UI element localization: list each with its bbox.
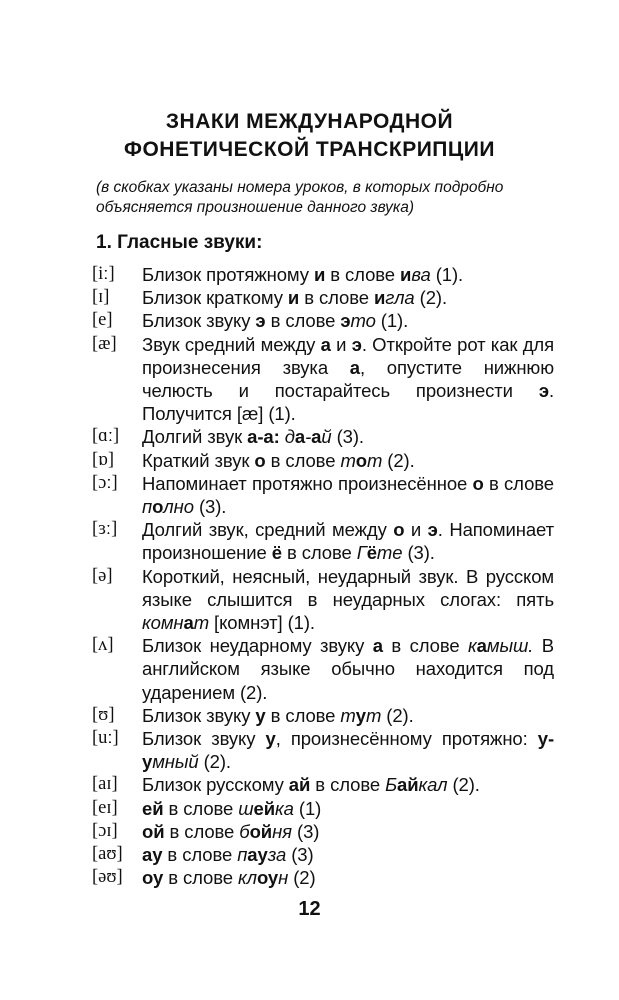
description-run: Краткий звук [142, 449, 255, 471]
description-run: а [372, 635, 383, 657]
description-run: оу [256, 867, 279, 889]
vowel-list [92, 263, 554, 889]
ipa-symbol: [ɜː] [92, 519, 118, 540]
intro-note: (в скобках указаны номера уроков, в которых подробно объясняется произношение данного звука) [96, 179, 504, 216]
vowel-entry [92, 773, 554, 796]
description-run: Близок краткому [142, 287, 288, 309]
description-run: Близок неударному звуку [142, 635, 373, 657]
description-run: (2). [447, 774, 480, 796]
description-run: э [427, 519, 438, 541]
description-run: . Получится [æ] (1). [142, 380, 554, 425]
description-run: в слове [382, 635, 469, 657]
vowel-entry [92, 866, 554, 889]
vowel-entry [92, 449, 554, 472]
description-run: ш [238, 797, 254, 819]
ipa-symbol: [ɔː] [92, 472, 118, 493]
description-run: в слове [265, 704, 341, 726]
description-run: В английском языке обычно находится под ударением (2). [142, 635, 554, 703]
section-heading: 1. Гласные звуки: [96, 232, 263, 253]
vowel-description [142, 797, 554, 820]
description-run: - [305, 426, 312, 448]
vowel-description [142, 866, 554, 889]
description-run: комн [142, 612, 184, 634]
vowel-entry [92, 704, 554, 727]
description-run: Г [356, 542, 367, 564]
description-run: э [255, 310, 266, 332]
description-run: у [255, 704, 266, 726]
vowel-entry [92, 472, 554, 518]
description-run: в слове [281, 542, 357, 564]
description-run: и [330, 333, 352, 355]
vowel-entry [92, 425, 554, 448]
ipa-symbol: [ə] [92, 565, 113, 586]
description-run: ей [253, 797, 276, 819]
vowel-description [142, 472, 554, 518]
description-run: Близок звуку [142, 728, 266, 750]
description-run: т [340, 704, 356, 726]
description-run: то [350, 310, 376, 332]
description-run: к [468, 635, 477, 657]
description-run: кал [418, 774, 448, 796]
description-run: Близок русскому [142, 774, 289, 796]
description-run: в слове [310, 774, 386, 796]
vowel-entry [92, 634, 554, 704]
description-run: ай [288, 774, 311, 796]
description-run: о [152, 496, 164, 518]
vowel-description [142, 425, 554, 448]
vowel-entry [92, 263, 554, 286]
ipa-symbol: [aʊ] [92, 844, 123, 865]
ipa-symbol: [ʌ] [92, 635, 114, 656]
vowel-entry [92, 333, 554, 426]
description-run: о [254, 449, 266, 471]
vowel-description [142, 449, 554, 472]
description-run: а [476, 635, 487, 657]
vowel-entry [92, 309, 554, 332]
description-run: а [183, 612, 194, 634]
description-run: ой [249, 820, 273, 842]
description-run: в слове [162, 844, 238, 866]
vowel-description [142, 843, 554, 866]
description-run: ау [142, 844, 163, 866]
description-run: кл [237, 867, 257, 889]
vowel-description [142, 286, 554, 309]
description-run: о [472, 472, 484, 494]
description-run: Звук средний между [142, 333, 321, 355]
description-run: т [340, 449, 356, 471]
description-run: ай [397, 774, 419, 796]
vowel-description [142, 565, 554, 635]
description-run: а-а: [247, 426, 280, 448]
description-run: (1). [430, 264, 469, 285]
ipa-symbol: [uː] [92, 728, 119, 749]
description-run: в слове [325, 264, 401, 285]
ipa-symbol: [aɪ] [92, 774, 118, 795]
description-run: у-у [142, 728, 554, 773]
description-run: те [376, 542, 403, 564]
description-run: т [365, 704, 382, 726]
ipa-symbol: [ɒ] [92, 449, 114, 470]
description-run: Близок звуку [142, 704, 256, 726]
description-run: й [321, 426, 332, 448]
ipa-symbol: [e] [92, 310, 113, 331]
description-run: мыш. [486, 635, 534, 657]
description-run: а [294, 426, 306, 448]
description-run: в слове [164, 820, 240, 842]
description-run: ва [411, 264, 431, 285]
page-title-line-2: ФОНЕТИЧЕСКОЙ ТРАНСКРИПЦИИ [124, 138, 495, 161]
description-run: ка [275, 797, 294, 819]
ipa-symbol: [ɪ] [92, 287, 110, 308]
vowel-entry [92, 843, 554, 866]
description-run: лно [163, 496, 194, 518]
ipa-symbol: [ɔɪ] [92, 820, 118, 841]
description-run: б [239, 820, 250, 842]
description-run: (2). [414, 287, 448, 309]
description-run: . Откройте рот как для произнесения звука [142, 333, 554, 378]
description-run: (1) [293, 797, 322, 819]
ipa-symbol: [ʊ] [92, 704, 115, 725]
vowel-entry [92, 286, 554, 309]
description-run: в слове [163, 797, 239, 819]
description-run: в слове [483, 472, 554, 494]
description-run: Короткий, неясный, неударный звук. В русском языке слышится в неударных слогах: пять [142, 565, 554, 610]
description-run: Б [385, 774, 398, 796]
page-number: 12 [298, 898, 321, 920]
description-run: ей [142, 797, 164, 819]
description-run: и [313, 264, 326, 285]
vowel-entry [92, 797, 554, 820]
ipa-symbol: [æ] [92, 333, 117, 354]
description-run: в слове [265, 310, 341, 332]
description-run: ой [142, 820, 165, 842]
description-run: за [267, 844, 287, 866]
page-title-line-1: ЗНАКИ МЕЖДУНАРОДНОЙ [165, 110, 454, 133]
description-run: э [340, 310, 351, 332]
description-run: а [349, 356, 360, 378]
description-run: , опустите нижнюю челюсть и постарайтесь произнести [142, 356, 554, 402]
description-run: гла [385, 287, 415, 309]
ipa-symbol: [eɪ] [92, 797, 118, 818]
description-run: и [400, 264, 412, 285]
vowel-description [142, 263, 554, 286]
ipa-symbol: [əʊ] [92, 867, 123, 888]
vowel-description [142, 634, 554, 704]
vowel-entry [92, 820, 554, 843]
vowel-description [142, 727, 554, 773]
description-run: о [393, 519, 405, 541]
description-run: Долгий звук, средний между [142, 519, 394, 541]
description-run: Долгий звук [142, 426, 248, 448]
vowel-entry [92, 518, 554, 564]
description-run: т [193, 612, 210, 634]
vowel-description [142, 518, 554, 564]
description-run: ё [271, 542, 282, 564]
description-run: (2) [288, 867, 316, 889]
description-run: Напоминает протяжно произнесённое [142, 472, 473, 494]
description-run: , произнесённому протяжно: [275, 728, 538, 750]
vowel-description [142, 333, 554, 426]
vowel-description [142, 309, 554, 332]
description-run: т [366, 449, 383, 471]
description-run: и [404, 519, 428, 541]
vowel-entry [92, 565, 554, 635]
description-run: (3). [402, 542, 435, 564]
description-run: оу [142, 867, 164, 889]
description-run: (2). [381, 704, 414, 726]
description-run: Близок протяжному [142, 264, 314, 285]
description-run: о [355, 449, 367, 471]
description-run: (3). [331, 426, 364, 448]
description-run: а [320, 333, 331, 355]
description-run: в слове [265, 449, 341, 471]
description-run: э [538, 380, 549, 402]
description-run: (2). [198, 751, 231, 773]
description-run: (3) [286, 844, 314, 866]
description-run: . Напоминает произношение [142, 519, 554, 564]
description-run: ня [272, 820, 292, 842]
description-run: у [355, 704, 366, 726]
description-run: д [284, 426, 295, 448]
description-run: п [142, 496, 153, 518]
ipa-symbol: [iː] [92, 264, 115, 284]
description-run: (2). [382, 449, 415, 471]
description-run: э [351, 333, 362, 355]
ipa-symbol: [ɑː] [92, 426, 120, 447]
description-run: и [374, 287, 386, 309]
description-run: ау [247, 844, 268, 866]
vowel-description [142, 704, 554, 727]
description-run: п [237, 844, 248, 866]
description-run: в слове [163, 867, 238, 889]
vowel-description [142, 820, 554, 843]
vowel-entry [92, 727, 554, 773]
description-run: и [287, 287, 300, 309]
description-run: ё [366, 542, 377, 564]
description-run: (3) [291, 820, 320, 842]
description-run: а [311, 426, 322, 448]
description-run: Близок звуку [142, 310, 256, 332]
description-run: у [265, 728, 276, 750]
description-run: (1). [375, 310, 409, 332]
description-run: в слове [299, 287, 374, 309]
description-run: н [278, 867, 289, 889]
vowel-description [142, 773, 554, 796]
description-run: [комнэт] (1). [209, 612, 315, 634]
description-run: мный [152, 751, 199, 773]
description-run: (3). [193, 496, 227, 518]
